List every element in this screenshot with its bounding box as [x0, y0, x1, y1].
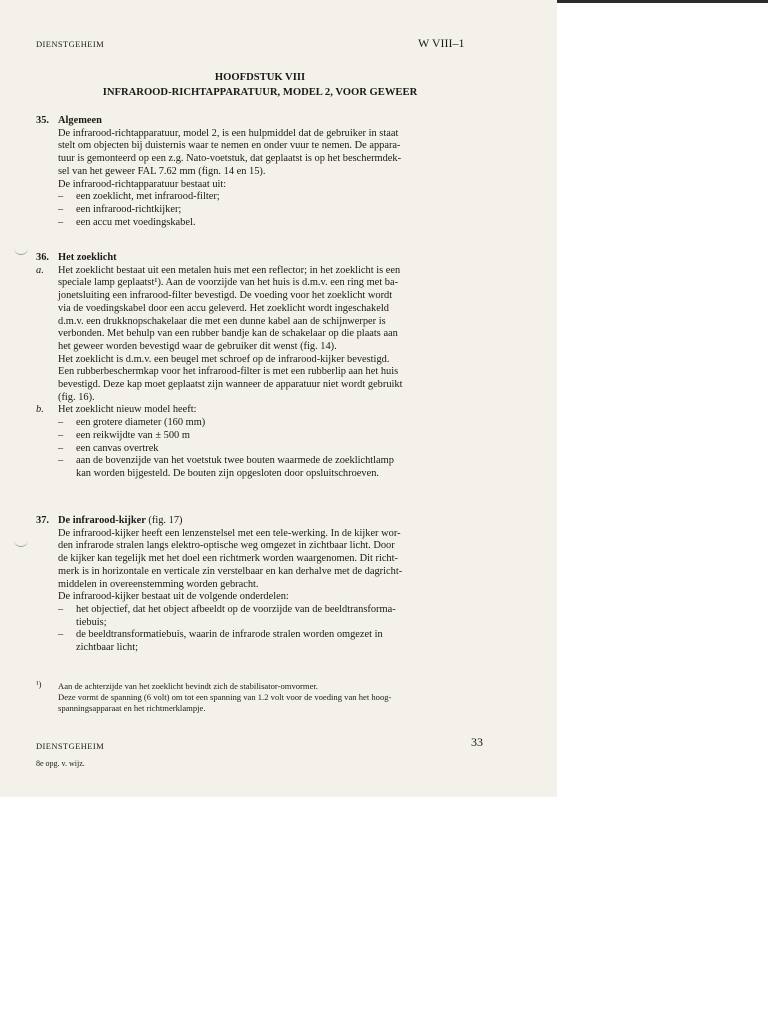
paragraph-line: middelen in overeenstemming worden gebracht.: [58, 578, 259, 590]
footer-classification: DIENSTGEHEIM: [36, 741, 105, 751]
paragraph-line: De infrarood-richtapparatuur, model 2, is een hulpmiddel dat de gebruiker in staat: [58, 127, 399, 139]
chapter-label: HOOFDSTUK VIII: [214, 72, 306, 83]
subsection-label: a.: [36, 264, 44, 276]
list-intro: De infrarood-kijker bestaat uit de volgende onderdelen:: [58, 591, 289, 603]
list-item: – een canvas overtrek: [58, 442, 159, 454]
list-item: – het objectief, dat het object afbeeldt op de voorzijde van de beeldtransforma- tiebuis;: [58, 603, 396, 628]
page-number: 33: [471, 735, 483, 749]
paragraph-line: het geweer worden bevestigd waar de gebruiker dit wenst (fig. 14).: [58, 340, 337, 352]
paragraph-line: verbonden. Met behulp van een rubber bandje kan de schakelaar op die plaats aan: [58, 328, 398, 340]
header-reference: W VIII–1: [418, 36, 465, 50]
header-classification: DIENSTGEHEIM: [36, 39, 105, 49]
list-item: – de beeldtransformatiebuis, waarin de infrarode stralen worden omgezet in zichtbaar licht;: [58, 629, 383, 654]
paragraph-line: bevestigd. Deze kap moet geplaatst zijn wanneer de apparatuur niet wordt gebruikt: [58, 379, 403, 391]
footnote: [36, 681, 486, 715]
paragraph-line: jonetsluiting een infrarood-filter bevestigd. De voeding voor het zoeklicht wordt: [58, 290, 393, 302]
list-intro: De infrarood-richtapparatuur bestaat uit:: [58, 178, 227, 190]
paragraph-line: Het zoeklicht bestaat uit een metalen huis met een reflector; in het zoeklicht is een: [58, 264, 401, 276]
footnote-line: spanningsapparaat en het richtmerklampje.: [58, 703, 206, 714]
margin-mark: [14, 248, 28, 255]
footnote-line: Aan de achterzijde van het zoeklicht bevindt zich de stabilisator-omvormer.: [58, 681, 318, 691]
list-intro: Het zoeklicht nieuw model heeft:: [58, 404, 197, 416]
edition-note: 8e opg. v. wijz.: [36, 759, 85, 768]
list-item: – een accu met voedingskabel.: [58, 216, 196, 228]
section-number: 36.: [36, 252, 49, 263]
paragraph-line: stelt om objecten bij duisternis waar te nemen en onder vuur te nemen. De appara-: [58, 140, 401, 152]
paragraph-line: den infrarode stralen langs elektro-optische weg omgezet in zichtbaar licht. Door: [58, 540, 395, 552]
paragraph-line: (fig. 16).: [58, 391, 95, 403]
paragraph-line: de kijker kan tegelijk met het doel een richtmerk worden waargenomen. Dit richt-: [58, 553, 398, 565]
paragraph-line: merk is in horizontale en verticale zin verstelbaar en kan derhalve met de dagricht-: [58, 565, 403, 577]
paragraph-line: Het zoeklicht is d.m.v. een beugel met schroef op de infrarood-kijker bevestigd.: [58, 353, 390, 365]
section-37: [36, 515, 486, 655]
section-35: [36, 115, 486, 229]
paragraph-line: sel van het geweer FAL 7.62 mm (fign. 14 en 15).: [58, 165, 266, 177]
footnote-mark: ¹): [36, 679, 42, 689]
paragraph-line: De infrarood-kijker heeft een lenzenstelsel met een tele-werking. In de kijker wor-: [58, 527, 401, 539]
subsection-label: b.: [36, 404, 44, 416]
section-heading: De infrarood-kijker: [58, 515, 146, 526]
paragraph-line: d.m.v. een drukknopschakelaar die met een dunne kabel aan de schijnwerper is: [58, 315, 386, 327]
margin-mark: [14, 540, 28, 547]
paragraph-line: via de voedingskabel door een accu geleverd. Het zoeklicht wordt ingeschakeld: [58, 302, 389, 314]
section-number: 37.: [36, 515, 49, 526]
list-item: – een grotere diameter (160 mm): [58, 417, 206, 429]
section-heading: Het zoeklicht: [58, 252, 117, 263]
list-item: – een reikwijdte van ± 500 m: [58, 429, 190, 441]
list-item: – een infrarood-richtkijker;: [58, 203, 182, 215]
section-heading-note: (fig. 17): [145, 515, 183, 526]
scan-edge: [557, 0, 768, 3]
footnote-line: Deze vormt de spanning (6 volt) om tot een spanning van 1.2 volt voor de voeding van het hoog-: [58, 692, 392, 703]
paragraph-line: speciale lamp geplaatst¹). Aan de voorzijde van het huis is d.m.v. een ring met ba-: [58, 277, 399, 289]
section-36: [36, 252, 486, 481]
list-item: – een zoeklicht, met infrarood-filter;: [58, 191, 220, 203]
chapter-heading: [40, 70, 480, 100]
list-item: – aan de bovenzijde van het voetstuk twee bouten waarmede de zoeklichtlamp kan worden bijgesteld. De bouten zijn opgesloten door opsluitschroeven.: [58, 455, 394, 479]
section-number: 35.: [36, 115, 49, 126]
paragraph-line: Een rubberbeschermkap voor het infrarood-filter is met een rubberlip aan het huis: [58, 366, 399, 378]
section-heading: Algemeen: [58, 115, 102, 126]
chapter-title: INFRAROOD-RICHTAPPARATUUR, MODEL 2, VOOR GEWEER: [102, 87, 418, 98]
paragraph-line: tuur is gemonteerd op een z.g. Nato-voetstuk, dat geplaatst is op het beschermdek-: [58, 153, 402, 165]
